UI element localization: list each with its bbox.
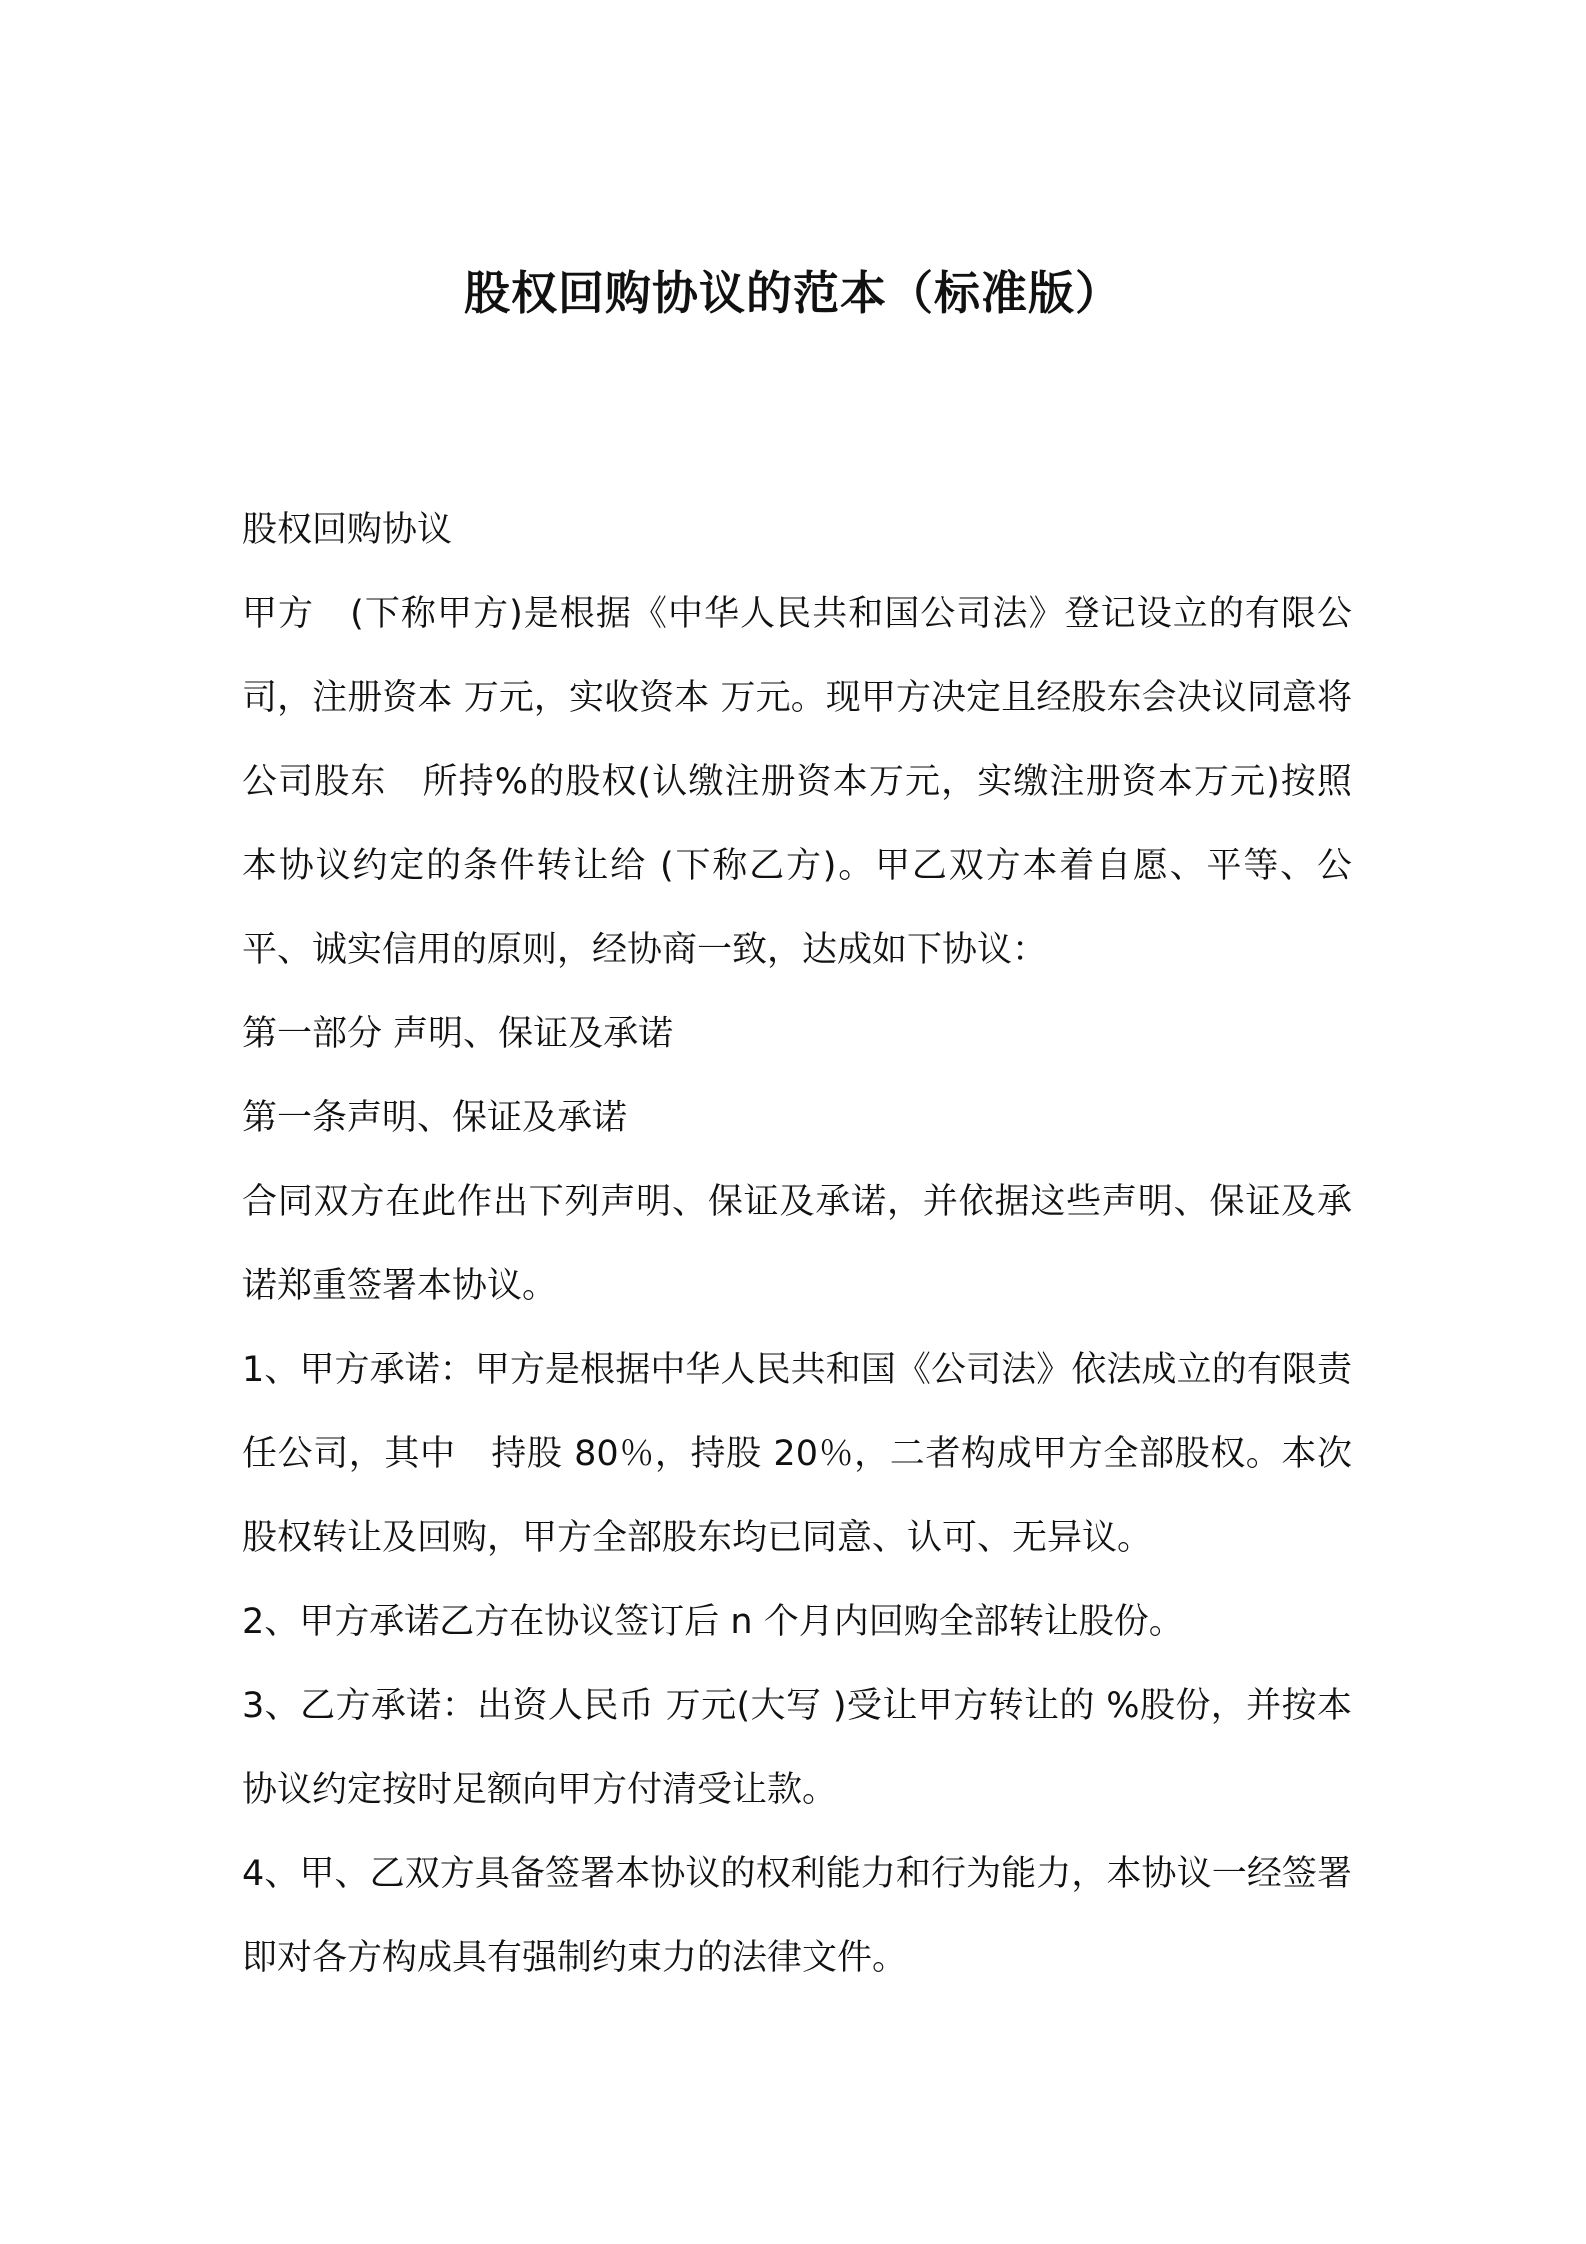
clause-3: 3、乙方承诺：出资人民币 万元(大写 )受让甲方转让的 %股份，并按本协议约定按时足额向甲方付清受让款。: [242, 1686, 1352, 1810]
clause-2: 2、甲方承诺乙方在协议签订后 n 个月内回购全部转让股份。: [242, 1602, 1184, 1642]
agreement-heading: 股权回购协议: [242, 510, 453, 550]
article-one-intro: 合同双方在此作出下列声明、保证及承诺，并依据这些声明、保证及承诺郑重签署本协议。: [242, 1182, 1352, 1306]
preamble-paragraph: 甲方 (下称甲方)是根据《中华人民共和国公司法》登记设立的有限公司，注册资本 万元，实收资本 万元。现甲方决定且经股东会决议同意将公司股东 所持%的股权(认缴注册资本万元，实缴注册资本万元)按照本协议约定的条件转让给 (下称乙方)。甲乙双方本着自愿、平等、公平、诚实信用的原则，经协商一致，达成如下协议：: [242, 594, 1352, 970]
document-body: [242, 488, 1352, 2000]
clause-1: 1、甲方承诺：甲方是根据中华人民共和国《公司法》依法成立的有限责任公司，其中 持股 80％，持股 20％，二者构成甲方全部股权。本次股权转让及回购，甲方全部股东均已同意、认可、无异议。: [242, 1350, 1352, 1558]
document-title: 股权回购协议的范本（标准版）: [464, 266, 1122, 320]
article-one-heading: 第一条声明、保证及承诺: [242, 1098, 628, 1138]
part-one-heading: 第一部分 声明、保证及承诺: [242, 1014, 674, 1054]
clause-4: 4、甲、乙双方具备签署本协议的权利能力和行为能力，本协议一经签署即对各方构成具有强制约束力的法律文件。: [242, 1854, 1352, 1978]
